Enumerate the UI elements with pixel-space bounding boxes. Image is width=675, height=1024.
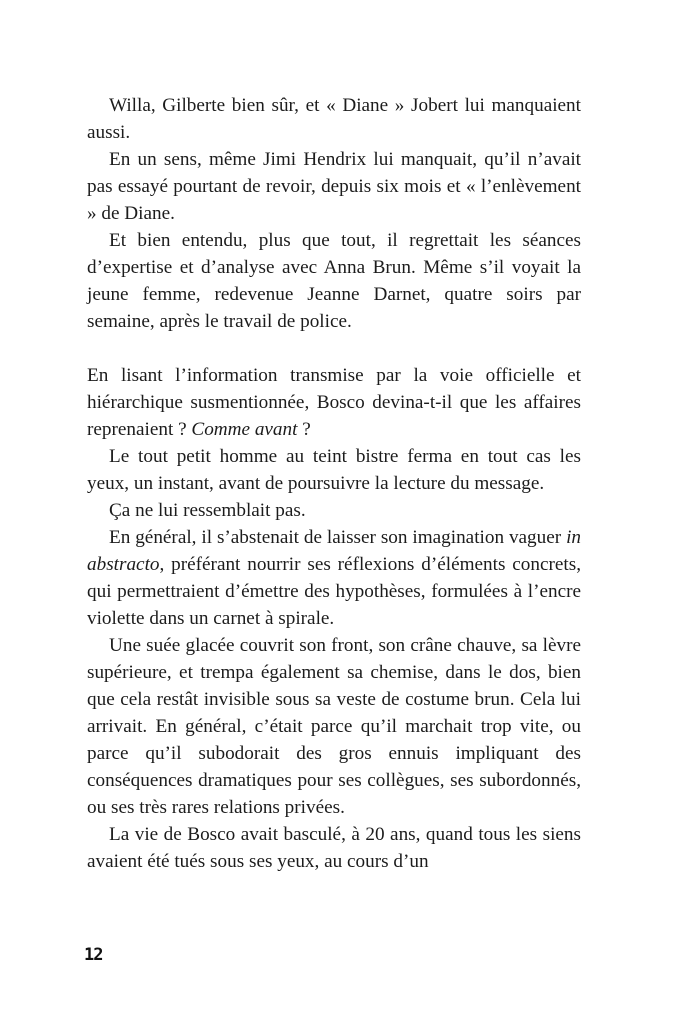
paragraph-4 [87,362,581,443]
paragraph-5: Le tout petit homme au teint bistre ferma en tout cas les yeux, un instant, avant de poursuivre la lecture du message. [87,446,581,494]
paragraph-7-italic: in abstracto [87,527,581,575]
paragraph-4-tail: ? [297,419,311,440]
paragraph-3: Et bien entendu, plus que tout, il regrettait les séances d’expertise et d’analyse avec Anna Brun. Même s’il voyait la jeune femme, redevenue Jeanne Darnet, quatre soirs par semaine, après le travail de police. [87,230,581,332]
paragraph-6: Ça ne lui ressemblait pas. [109,500,306,521]
paragraph-4-text: En lisant l’information transmise par la voie officielle et hiérarchique susmentionnée, Bosco devina-t-il que les affaires reprenaient ? [87,365,581,440]
paragraph-1: Willa, Gilberte bien sûr, et « Diane » Jobert lui manquaient aussi. [87,95,581,143]
paragraph-9: La vie de Bosco avait basculé, à 20 ans, quand tous les siens avaient été tués sous ses yeux, au cours d’un [87,824,581,872]
paragraph-4-italic: Comme avant [191,419,298,440]
paragraph-7 [87,524,581,632]
paragraph-2: En un sens, même Jimi Hendrix lui manquait, qu’il n’avait pas essayé pourtant de revoir, depuis six mois et « l’enlèvement » de Diane. [87,149,581,224]
book-page-text [87,92,581,875]
paragraph-7-text: En général, il s’abstenait de laisser son imagination vaguer [109,527,567,548]
paragraph-8: Une suée glacée couvrit son front, son crâne chauve, sa lèvre supérieure, et trempa également sa chemise, dans le dos, bien que cela restât invisible sous sa veste de costume brun. Cela lui arrivait. En général, c’était parce qu’il marchait trop vite, ou parce qu’il subodorait des gros ennuis impliquant des conséquences dramatiques pour ses collègues, ses subordonnés, ou ses très rares relations privées. [87,635,581,818]
paragraph-7-tail: , préférant nourrir ses réflexions d’éléments concrets, qui permettraient d’émettre des hypothèses, formulées à l’encre violette dans un carnet à spirale. [87,554,581,629]
page-number: 12 [84,945,103,965]
